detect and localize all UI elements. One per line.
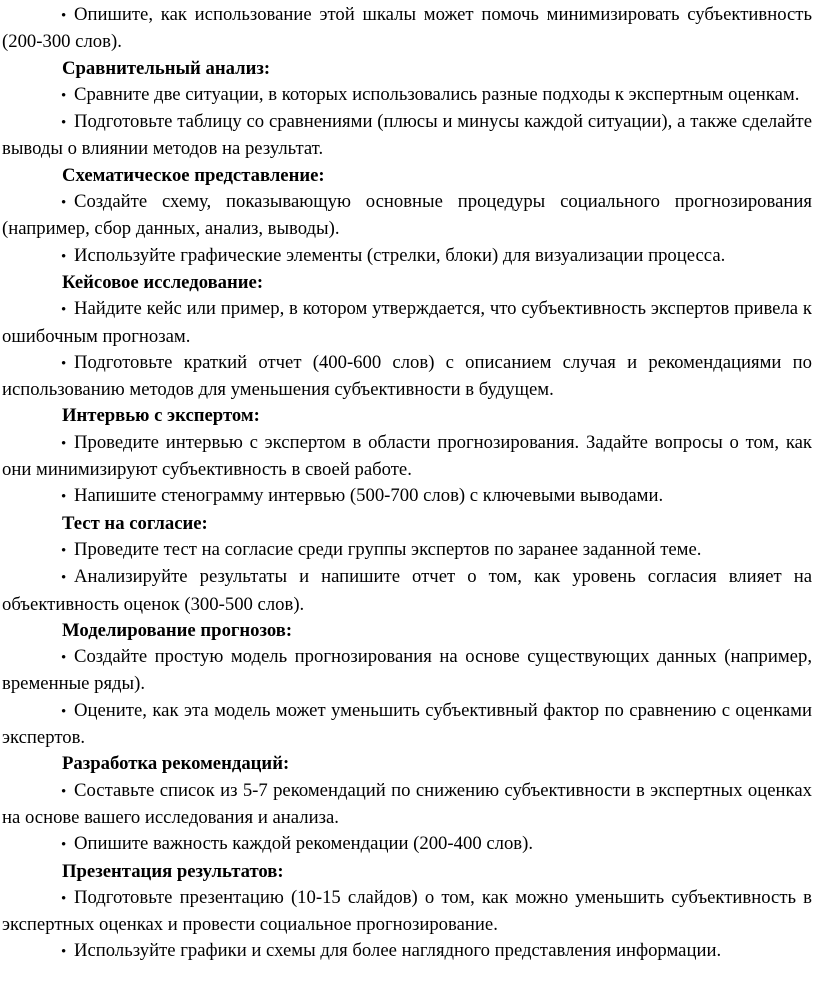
list-item [2,938,812,965]
list-item-text: Подготовьте краткий отчет (400-600 слов) с описанием случая и рекомендациями по использованию методов для уменьшения субъективности в будущем. [2,351,812,401]
list-item-text: Создайте схему, показывающую основные процедуры социального прогнозирования (например, сбор данных, анализ, выводы). [2,191,812,240]
list-item-text: Используйте графические элементы (стрелки, блоки) для визуализации процесса. [74,244,726,266]
section-heading: Презентация результатов: [62,860,284,882]
bullet-icon: • [61,703,67,720]
list-item [2,483,812,510]
bullet-icon: • [61,890,67,907]
list-item [2,189,812,243]
list-item-text: Создайте простую модель прогнозирования на основе существующих данных (например, временные ряды). [2,646,812,695]
section-heading: Моделирование прогнозов: [62,619,293,641]
bullet-icon: • [61,355,67,372]
list-item [2,109,812,163]
list-item [2,698,812,752]
list-item [2,2,812,56]
bullet-icon: • [61,435,67,452]
list-item [2,243,812,270]
list-item-text: Подготовьте презентацию (10-15 слайдов) о том, как можно уменьшить субъективность в экспертных оценках и провести социальное прогнозирование. [2,886,812,936]
list-item [2,82,812,109]
list-item-text: Проведите интервью с экспертом в области прогнозирования. Задайте вопросы о том, как они минимизируют субъективность в своей работе. [2,431,812,481]
list-item [2,430,812,484]
section-heading: Сравнительный анализ: [62,57,271,79]
bullet-icon: • [61,195,67,212]
section-heading: Тест на согласие: [62,512,208,534]
list-item-text: Анализируйте результаты и напишите отчет о том, как уровень согласия влияет на объективность оценок (300-500 слов). [2,566,812,615]
bullet-icon: • [61,248,67,265]
bullet-icon: • [61,944,67,961]
list-item-text: Напишите стенограмму интервью (500-700 слов) с ключевыми выводами. [74,485,664,507]
list-item [2,564,812,618]
list-item-text: Опишите важность каждой рекомендации (200-400 слов). [74,833,534,855]
list-item-text: Проведите тест на согласие среди группы экспертов по заранее заданной теме. [74,538,702,560]
list-item [2,296,812,350]
bullet-icon: • [61,542,67,559]
list-item-text: Используйте графики и схемы для более наглядного представления информации. [74,940,722,962]
bullet-icon: • [61,489,67,506]
section-heading: Интервью с экспертом: [62,405,260,427]
list-item [2,778,812,832]
bullet-icon: • [61,650,67,667]
bullet-icon: • [61,115,67,132]
bullet-icon: • [61,302,67,319]
list-item-text: Подготовьте таблицу со сравнениями (плюсы и минусы каждой ситуации), а также сделайте выводы о влиянии методов на результат. [2,111,812,160]
bullet-icon: • [61,783,67,800]
list-item-text: Найдите кейс или пример, в котором утверждается, что субъективность экспертов привела к ошибочным прогнозам. [2,298,812,347]
list-item-text: Оцените, как эта модель может уменьшить субъективный фактор по сравнению с оценками экспертов. [2,699,812,749]
section-heading: Кейсовое исследование: [62,271,264,293]
list-item [2,885,812,939]
list-item-text: Сравните две ситуации, в которых использовались разные подходы к экспертным оценкам. [74,83,800,105]
list-item [2,831,812,858]
list-item [2,537,812,564]
list-item-text: Опишите, как использование этой шкалы может помочь минимизировать субъективность (200-300 слов). [2,4,812,53]
bullet-icon: • [61,570,67,587]
section-heading: Разработка рекомендаций: [62,753,290,775]
bullet-icon: • [61,87,67,104]
list-item [2,644,812,698]
bullet-icon: • [61,837,67,854]
list-item [2,350,812,404]
bullet-icon: • [61,8,67,24]
list-item-text: Составьте список из 5-7 рекомендаций по снижению субъективности в экспертных оценках на основе вашего исследования и анализа. [2,779,812,828]
section-heading: Схематическое представление: [62,164,325,186]
